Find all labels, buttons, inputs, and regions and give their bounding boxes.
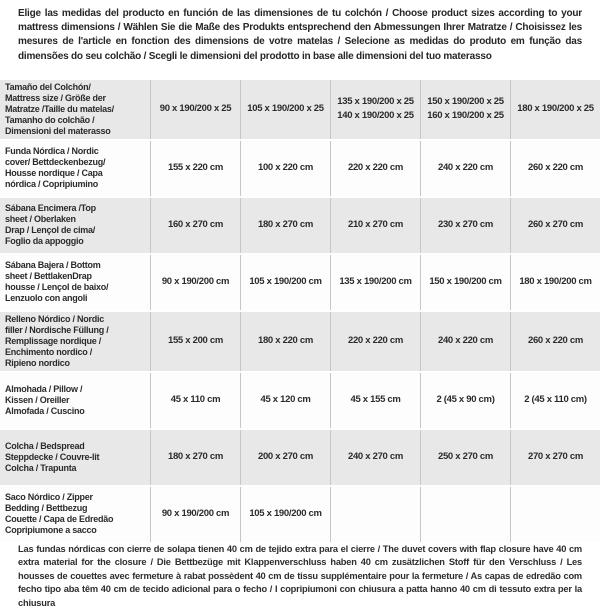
- product-label-cell: Funda Nórdica / Nordic cover/ Bettdeckenbezug/ Housse nordique / Capa nórdica / Copripiumino: [0, 141, 150, 196]
- size-cell: 180 x 270 cm: [240, 198, 330, 253]
- table-row: [0, 80, 600, 139]
- size-cell: 180 x 220 cm: [240, 312, 330, 371]
- size-cell: 105 x 190/200 cm: [240, 255, 330, 310]
- size-cell: 90 x 190/200 x 25: [150, 80, 240, 139]
- size-cell: 240 x 220 cm: [420, 141, 510, 196]
- size-cell: 100 x 220 cm: [240, 141, 330, 196]
- size-cell: 160 x 270 cm: [150, 198, 240, 253]
- footnote-text: Las fundas nórdicas con cierre de solapa tienen 40 cm de tejido extra para el cierre / The duvet covers with flap closure have 40 cm extra material for the closure / Die Bettbezüge mit Klappenverschluss haben 40 cm zusätzlichen Stoff für den Verschluss / Les housses de couettes avec fermeture à rabat possèdent 40 cm de tissu supplémentaire pour la fermeture / As capas de edredão com fecho tipo aba têm 40 cm de tecido adicional para o fecho / I copripiumoni con chiusura a patta hanno 40 cm di tessuto extra per la chiusura: [18, 544, 582, 608]
- size-cell: 180 x 190/200 x 25: [510, 80, 600, 139]
- product-label-cell: Almohada / Pillow / Kissen / Oreiller Almofada / Cuscino: [0, 373, 150, 428]
- table-row: [0, 487, 600, 542]
- size-cell: 180 x 270 cm: [150, 430, 240, 485]
- size-cell: 250 x 270 cm: [420, 430, 510, 485]
- size-table: [0, 78, 600, 544]
- size-cell: 150 x 190/200 cm: [420, 255, 510, 310]
- product-label-cell: Sábana Encimera /Top sheet / Oberlaken Drap / Lençol de cima/ Foglio da appoggio: [0, 198, 150, 253]
- product-label-cell: Saco Nórdico / Zipper Bedding / Bettbezug Couette / Capa de Edredão Copripiumone a sacco: [0, 487, 150, 542]
- size-cell: 45 x 120 cm: [240, 373, 330, 428]
- product-label-cell: Tamaño del Colchón/ Mattress size / Größe der Matratze /Taille du matelas/ Tamanho do colchão / Dimensioni del materasso: [0, 80, 150, 139]
- size-cell: 240 x 220 cm: [420, 312, 510, 371]
- size-cell: 2 (45 x 90 cm): [420, 373, 510, 428]
- size-cell: [330, 487, 420, 542]
- size-cell: 210 x 270 cm: [330, 198, 420, 253]
- size-cell: 45 x 110 cm: [150, 373, 240, 428]
- table-row: [0, 312, 600, 371]
- size-cell: [420, 487, 510, 542]
- size-cell: 230 x 270 cm: [420, 198, 510, 253]
- size-cell: 200 x 270 cm: [240, 430, 330, 485]
- size-cell: 2 (45 x 110 cm): [510, 373, 600, 428]
- table-row: [0, 430, 600, 485]
- size-cell: 105 x 190/200 cm: [240, 487, 330, 542]
- product-label-cell: Relleno Nórdico / Nordic filler / Nordische Füllung / Remplissage nordique / Enchimento nordico / Ripieno nordico: [0, 312, 150, 371]
- size-cell: 135 x 190/200 cm: [330, 255, 420, 310]
- size-cell: 260 x 220 cm: [510, 141, 600, 196]
- table-row: [0, 141, 600, 196]
- size-cell: 220 x 220 cm: [330, 312, 420, 371]
- table-row: [0, 255, 600, 310]
- size-cell: 155 x 200 cm: [150, 312, 240, 371]
- size-cell: 260 x 270 cm: [510, 198, 600, 253]
- size-cell: 45 x 155 cm: [330, 373, 420, 428]
- product-label-cell: Colcha / Bedspread Steppdecke / Couvre-lit Colcha / Trapunta: [0, 430, 150, 485]
- size-cell: 90 x 190/200 cm: [150, 255, 240, 310]
- size-cell: 155 x 220 cm: [150, 141, 240, 196]
- table-row: [0, 373, 600, 428]
- size-cell: 260 x 220 cm: [510, 312, 600, 371]
- size-cell: 180 x 190/200 cm: [510, 255, 600, 310]
- table-row: [0, 198, 600, 253]
- size-cell: 90 x 190/200 cm: [150, 487, 240, 542]
- size-cell: 270 x 270 cm: [510, 430, 600, 485]
- size-cell: 240 x 270 cm: [330, 430, 420, 485]
- product-label-cell: Sábana Bajera / Bottom sheet / BettlakenDrap housse / Lençol de baixo/ Lenzuolo con angoli: [0, 255, 150, 310]
- size-cell: [510, 487, 600, 542]
- size-cell: 150 x 190/200 x 25 160 x 190/200 x 25: [420, 80, 510, 139]
- size-cell: 220 x 220 cm: [330, 141, 420, 196]
- size-table-body: [0, 80, 600, 542]
- intro-text: Elige las medidas del producto en función de las dimensiones de tu colchón / Choose product sizes according to your mattress dimensions / Wählen Sie die Maße des Produkts entsprechend den Abmessungen Ihrer Matratze / Choisissez les mesures de l'article en fonction des dimensions de votre matelas / Selecione as medidas do produto em função das dimensões do seu colchão / Scegli le dimensioni del prodotto in base alle dimensioni del tuo materasso: [18, 8, 582, 62]
- size-cell: 105 x 190/200 x 25: [240, 80, 330, 139]
- size-cell: 135 x 190/200 x 25 140 x 190/200 x 25: [330, 80, 420, 139]
